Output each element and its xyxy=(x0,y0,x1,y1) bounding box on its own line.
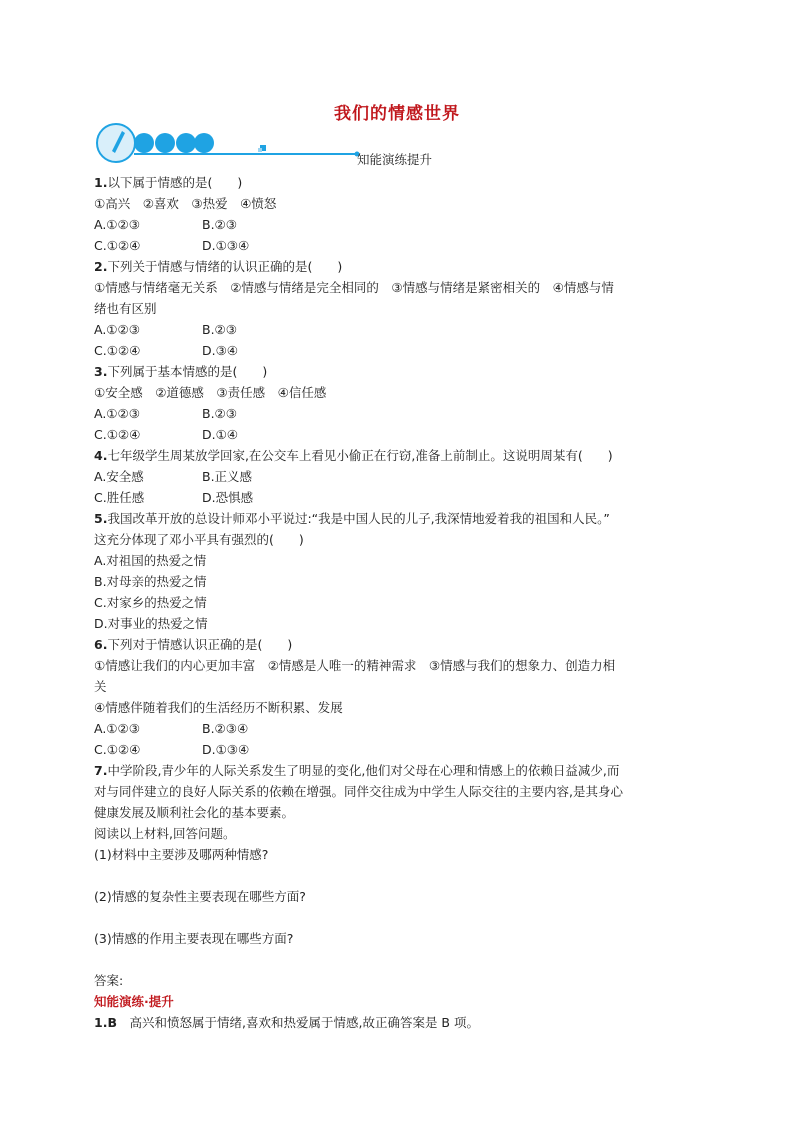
question-5-option: B.对母亲的热爱之情 xyxy=(94,574,207,589)
question-7-stem: 7.中学阶段,青少年的人际关系发生了明显的变化,他们对父母在心理和情感上的依赖日益减少,而 xyxy=(94,763,620,778)
question-3-options-row: A.①②③ B.②③ xyxy=(94,406,237,421)
question-3-choices: ①安全感 ②道德感 ③责任感 ④信任感 xyxy=(94,385,327,400)
question-6-stem: 6.下列对于情感认识正确的是( ) xyxy=(94,637,293,652)
question-2-options-row: A.①②③ B.②③ xyxy=(94,322,237,337)
question-7-sub-2: (2)情感的复杂性主要表现在哪些方面? xyxy=(94,889,306,904)
question-2-options-row: C.①②④ D.③④ xyxy=(94,343,239,358)
question-3-stem: 3.下列属于基本情感的是( ) xyxy=(94,364,268,379)
question-5-stem-cont: 这充分体现了邓小平具有强烈的( ) xyxy=(94,532,304,547)
question-6-options-row: C.①②④ D.①③④ xyxy=(94,742,250,757)
question-7-sub-1: (1)材料中主要涉及哪两种情感? xyxy=(94,847,269,862)
question-5-option: C.对家乡的热爱之情 xyxy=(94,595,207,610)
question-2-choices: ①情感与情绪毫无关系 ②情感与情绪是完全相同的 ③情感与情绪是紧密相关的 ④情感与情 xyxy=(94,280,614,295)
question-1-options-row: C.①②④ D.①③④ xyxy=(94,238,250,253)
question-5-option: D.对事业的热爱之情 xyxy=(94,616,208,631)
question-1-options-row: A.①②③ B.②③ xyxy=(94,217,237,232)
banner-label: 知能演练提升 xyxy=(357,152,433,167)
question-1-choices: ①高兴 ②喜欢 ③热爱 ④愤怒 xyxy=(94,196,277,211)
question-6-options-row: A.①②③ B.②③④ xyxy=(94,721,249,736)
answers-heading: 答案: xyxy=(94,973,124,988)
answers-section-title: 知能演练·提升 xyxy=(94,994,174,1009)
answer-1: 1.B 高兴和愤怒属于情绪,喜欢和热爱属于情感,故正确答案是 B 项。 xyxy=(94,1015,479,1030)
question-6-choices: ①情感让我们的内心更加丰富 ②情感是人唯一的精神需求 ③情感与我们的想象力、创造力相 xyxy=(94,658,616,673)
question-3-options-row: C.①②④ D.①④ xyxy=(94,427,239,442)
question-6-choices-cont: 关 xyxy=(94,679,107,694)
question-7-stem-cont: 对与同伴建立的良好人际关系的依赖在增强。同伴交往成为中学生人际交往的主要内容,是其身心 xyxy=(94,784,623,799)
dot-1 xyxy=(134,133,154,153)
question-4-stem: 4.七年级学生周某放学回家,在公交车上看见小偷正在行窃,准备上前制止。这说明周某有( ) xyxy=(94,448,613,463)
dot-4 xyxy=(194,133,214,153)
question-4-options-row: A.安全感 B.正义感 xyxy=(94,469,253,484)
question-6-choices-cont: ④情感伴随着我们的生活经历不断积累、发展 xyxy=(94,700,343,715)
dot-3 xyxy=(176,133,196,153)
question-1-stem: 1.以下属于情感的是( ) xyxy=(94,175,243,190)
question-4-options-row: C.胜任感 D.恐惧感 xyxy=(94,490,254,505)
question-2-stem: 2.下列关于情感与情绪的认识正确的是( ) xyxy=(94,259,343,274)
dot-2 xyxy=(155,133,175,153)
question-2-choices-cont: 绪也有区别 xyxy=(94,301,157,316)
question-5-option: A.对祖国的热爱之情 xyxy=(94,553,207,568)
question-7-sub-3: (3)情感的作用主要表现在哪些方面? xyxy=(94,931,294,946)
question-5-stem: 5.我国改革开放的总设计师邓小平说过:“我是中国人民的儿子,我深情地爱着我的祖国和人民。” xyxy=(94,511,610,526)
question-7-stem-cont: 健康发展及顺利社会化的基本要素。 xyxy=(94,805,295,820)
question-list xyxy=(94,172,704,1033)
page-title: 我们的情感世界 xyxy=(334,104,460,124)
question-7-instruction: 阅读以上材料,回答问题。 xyxy=(94,826,236,841)
